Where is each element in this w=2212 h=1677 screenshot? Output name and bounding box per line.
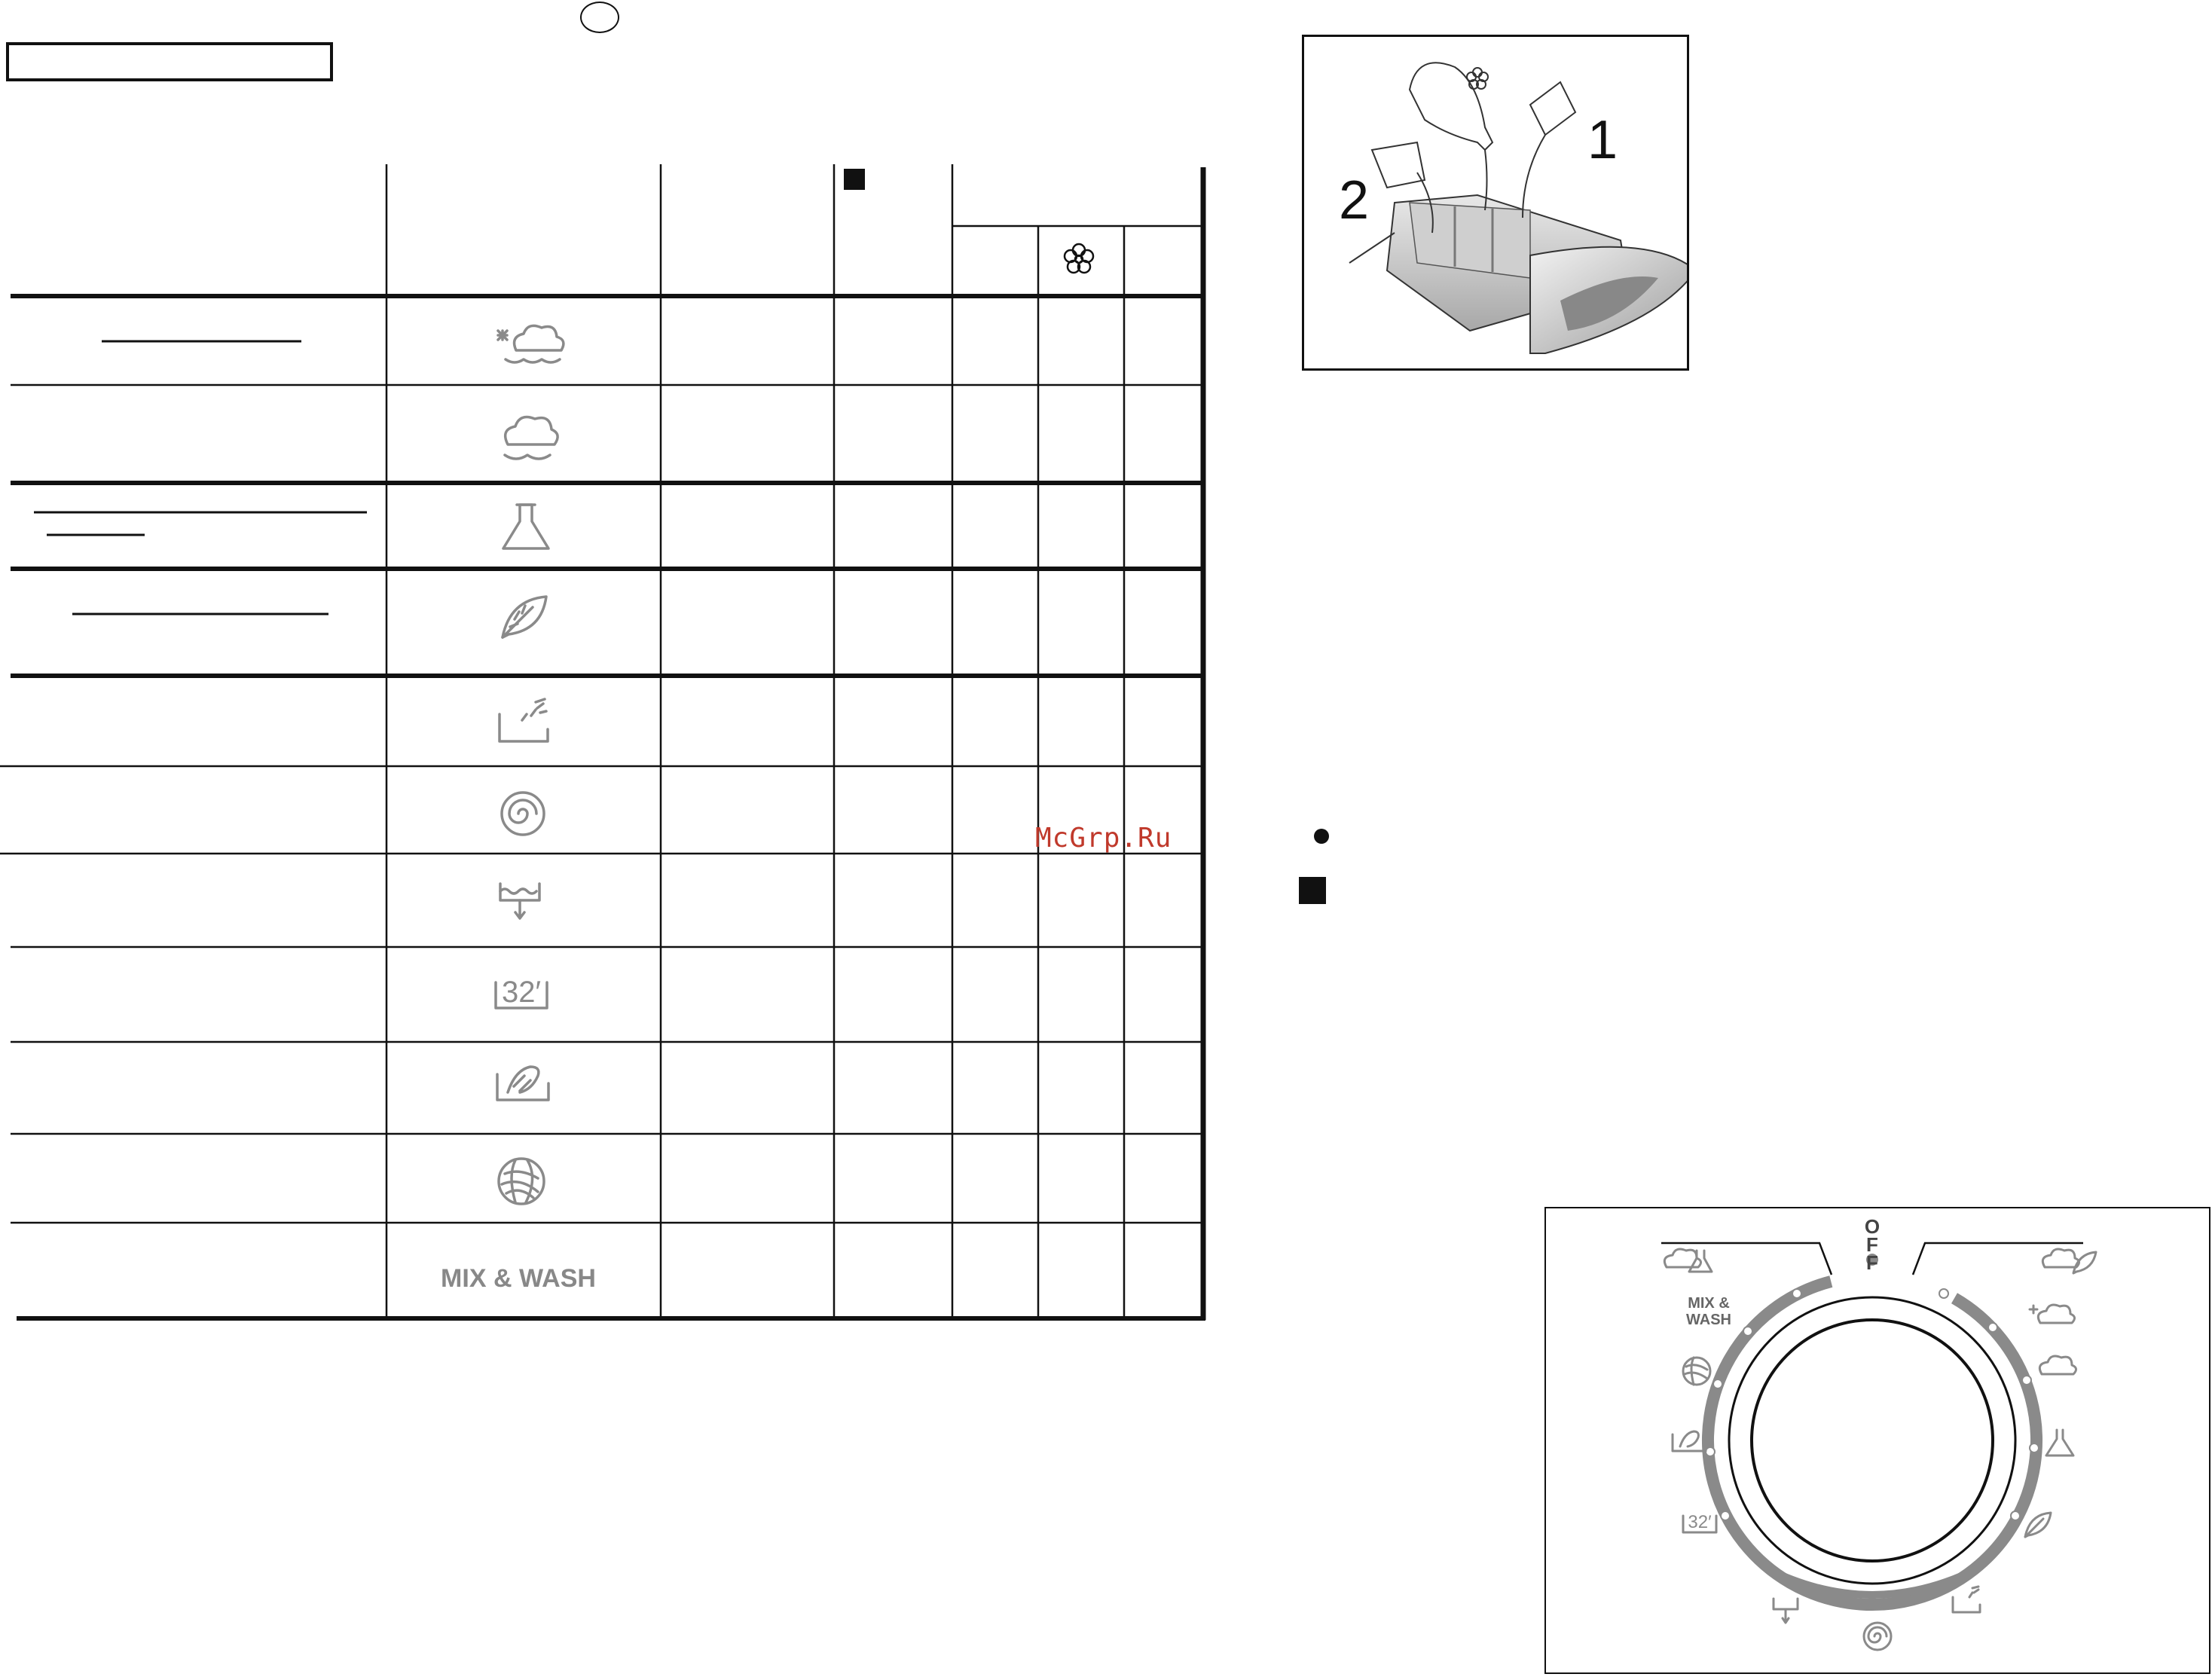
dial-delicate-icon xyxy=(2025,1513,2051,1537)
dial-wool-icon xyxy=(1683,1358,1710,1385)
hand-wash-icon xyxy=(497,1067,548,1100)
dial-rapid-32-text: 32′ xyxy=(1688,1512,1712,1532)
programme-dial-panel xyxy=(1544,1207,2210,1674)
dial-intensive-cotton-icon xyxy=(2030,1305,2075,1323)
bullet-square xyxy=(1299,877,1326,904)
bullet-square-header xyxy=(844,169,865,190)
dial-rinse-icon xyxy=(1953,1587,1980,1612)
synthetic-flask-icon xyxy=(503,505,548,548)
softener-flower-icon xyxy=(1065,244,1093,273)
dial-mix-wash-label-2: WASH xyxy=(1686,1312,1731,1328)
dial-drain-icon xyxy=(1774,1599,1798,1623)
compartment-2-label: 2 xyxy=(1339,170,1370,231)
cotton-icon xyxy=(505,417,558,459)
programme-table xyxy=(0,0,1213,1326)
dial-cotton-icon xyxy=(2039,1356,2076,1374)
bullet-dot xyxy=(1314,829,1329,844)
dial-cotton-synthetic-icon xyxy=(1664,1249,1712,1272)
wool-icon xyxy=(499,1159,544,1204)
spin-icon xyxy=(502,793,544,835)
rapid-32-text: 32′ xyxy=(502,976,541,1009)
dial-spin-icon xyxy=(1864,1623,1891,1650)
dial-hand-wash-icon xyxy=(1673,1431,1706,1451)
watermark-text: McGrp.Ru xyxy=(1035,823,1172,854)
detergent-drawer-illustration xyxy=(1302,35,1689,371)
programme-dial[interactable] xyxy=(1546,1208,2209,1672)
intensive-cotton-icon xyxy=(498,325,564,362)
dial-synthetic-icon xyxy=(2046,1430,2073,1456)
drain-icon xyxy=(500,884,539,918)
dial-cotton-synthetic-delicate-icon xyxy=(2042,1249,2096,1273)
dial-off-label: OFF xyxy=(1864,1215,1881,1274)
compartment-1-label: 1 xyxy=(1587,110,1618,170)
rinse-icon xyxy=(500,699,548,741)
delicate-feather-icon xyxy=(503,597,546,637)
mix-wash-label: MIX & WASH xyxy=(441,1264,596,1293)
dial-mix-wash-label-1: MIX & xyxy=(1688,1295,1730,1312)
